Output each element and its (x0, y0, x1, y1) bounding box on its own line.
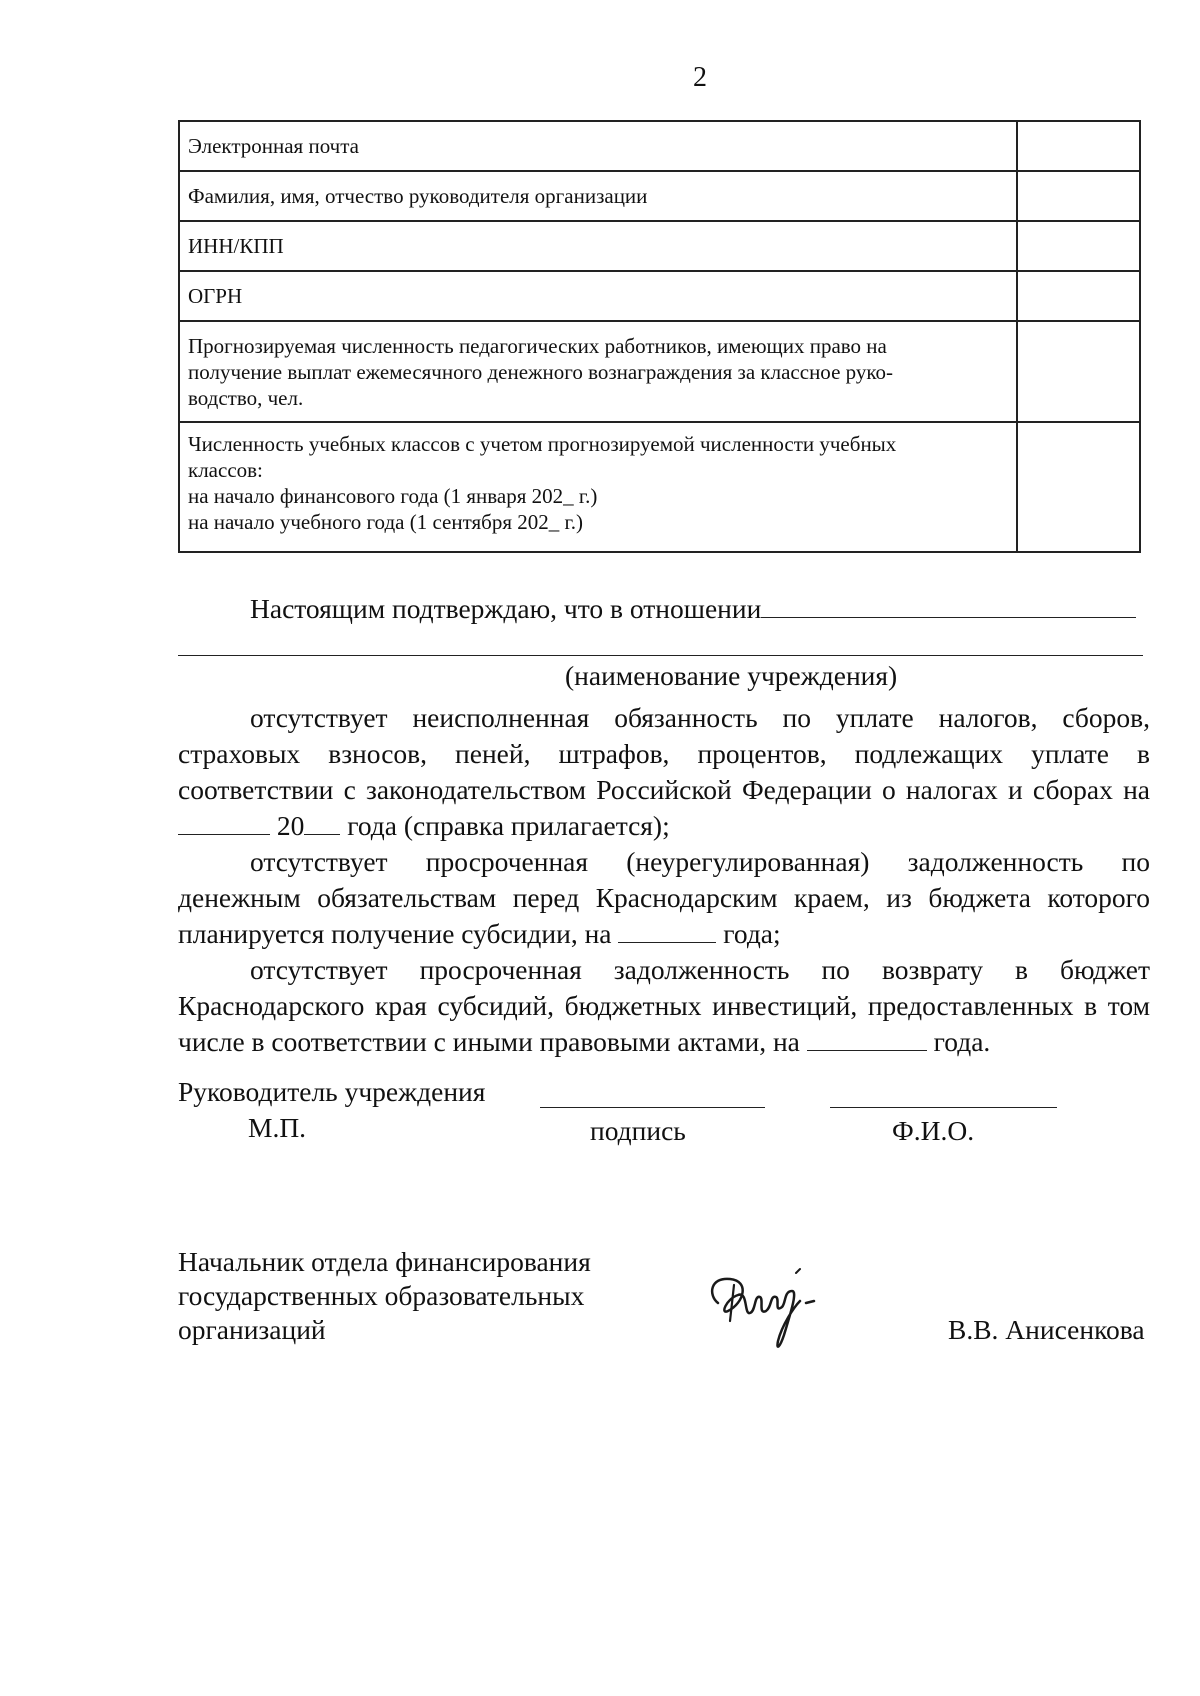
full-name-caption: Ф.И.О. (892, 1115, 975, 1146)
table-label-line: ОГРН (188, 284, 243, 308)
table-label-line: Численность учебных классов с учетом прогнозируемой численности учебных (188, 432, 897, 456)
table-value-cell[interactable] (1017, 422, 1140, 552)
declaration-text: отсутствует просроченная задолженность по возврату в бюджет Краснодарского края субсидий, бюджетных инвестиций, предоставленных в том числе в соответствии с иными правовыми актами, на (178, 954, 1150, 1057)
declaration-subsidy-return (178, 952, 1150, 1060)
table-row (179, 121, 1140, 171)
approver-title-line: государственных образовательных (178, 1280, 585, 1311)
year-prefix: 20 (276, 810, 305, 841)
table-row (179, 221, 1140, 271)
institution-name-blank[interactable] (178, 655, 1143, 656)
table-label-cell (179, 121, 1017, 171)
table-value-cell[interactable] (1017, 271, 1140, 321)
institution-name-caption: (наименование учреждения) (565, 660, 898, 691)
declaration-tax-obligations (178, 700, 1150, 844)
page-number: 2 (693, 62, 707, 93)
stamp-label: М.П. (248, 1112, 307, 1143)
table-value-cell[interactable] (1017, 221, 1140, 271)
declaration-text: отсутствует неисполненная обязанность по уплате налогов, сборов, страховых взносов, пеней, штрафов, процентов, подлежащих уплате в соответствии с законодательством Российской Федерации о налогах и сборах на (178, 702, 1150, 805)
declaration-text: года; (723, 918, 781, 949)
table-row (179, 171, 1140, 221)
table-label-cell (179, 422, 1017, 552)
table-label-line: классов: (188, 458, 263, 482)
approver-title (178, 1245, 591, 1347)
table-row (179, 271, 1140, 321)
approver-title-line: Начальник отдела финансирования (178, 1246, 591, 1277)
table-value-cell[interactable] (1017, 121, 1140, 171)
table-row (179, 422, 1140, 552)
approver-name: В.В. Анисенкова (948, 1314, 1145, 1345)
table-label-line: на начало учебного года (1 сентября 202_ г.) (188, 510, 583, 534)
date-blank[interactable] (178, 810, 270, 835)
full-name-blank[interactable] (830, 1107, 1057, 1108)
table-row (179, 321, 1140, 422)
table-label-line: водство, чел. (188, 385, 304, 410)
handwritten-signature-icon (700, 1255, 840, 1365)
declaration-text: года. (933, 1026, 991, 1057)
table-label-cell (179, 221, 1017, 271)
date-blank[interactable] (618, 918, 716, 943)
table-value-cell[interactable] (1017, 321, 1140, 422)
table-label-cell (179, 271, 1017, 321)
table-label-cell (179, 171, 1017, 221)
table-label-line: получение выплат ежемесячного денежного вознаграждения за классное руко- (188, 359, 893, 384)
approver-title-line: организаций (178, 1314, 326, 1345)
table-label-line: Фамилия, имя, отчество руководителя организации (188, 184, 648, 208)
declarations (178, 700, 1150, 1060)
organization-info-table (178, 120, 1141, 553)
confirmation-lead: Настоящим подтверждаю, что в отношении (250, 593, 762, 624)
confirmation-statement (250, 593, 1136, 625)
table-label-line: Электронная почта (188, 134, 359, 158)
institution-name-blank-inline[interactable] (761, 593, 1136, 618)
year-blank[interactable] (304, 810, 340, 835)
declaration-text: года (справка прилагается); (347, 810, 670, 841)
table-label-line: ИНН/КПП (188, 234, 284, 258)
date-blank[interactable] (807, 1026, 927, 1051)
table-label-line: на начало финансового года (1 января 202_ г.) (188, 484, 598, 508)
signature-caption: подпись (590, 1115, 686, 1146)
signature-blank[interactable] (540, 1107, 765, 1108)
head-label: Руководитель учреждения (178, 1076, 486, 1107)
declaration-debt-obligations (178, 844, 1150, 952)
table-label-cell (179, 321, 1017, 422)
declaration-text: отсутствует просроченная (неурегулированная) задолженность по денежным обязательствам перед Краснодарским краем, из бюджета которого планируется получение субсидии, на (178, 846, 1150, 949)
table-label-line: Прогнозируемая численность педагогических работников, имеющих право на (188, 333, 887, 358)
table-value-cell[interactable] (1017, 171, 1140, 221)
